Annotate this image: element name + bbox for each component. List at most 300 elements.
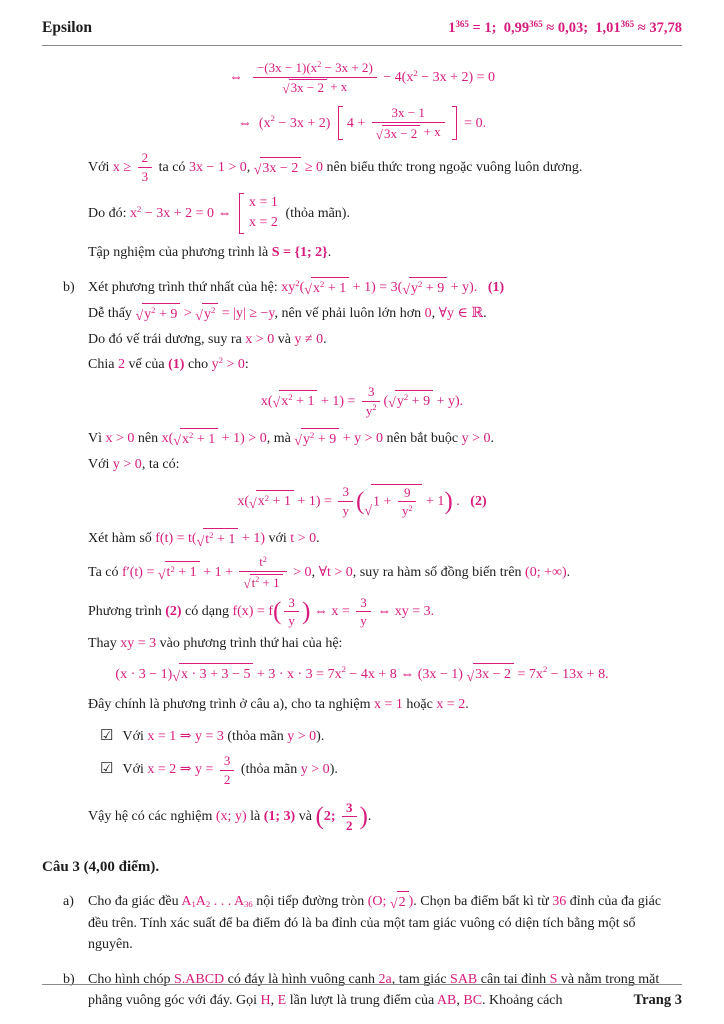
square-root [249,490,294,512]
text-run: + x [326,78,348,94]
text-run: lần lượt là trung điểm của [286,992,437,1008]
text-run: 3 [342,484,349,499]
denominator [398,502,417,519]
line-content [261,384,463,419]
text-run: SAB [450,971,478,987]
text-run: f(x) = f [232,604,274,620]
text-run: 2 [372,403,377,413]
text-run: ⇔ [228,70,243,86]
numerator [239,554,286,572]
text-run: ≈ 37,78 [634,20,682,36]
line-content [88,245,331,260]
radicand [371,484,422,520]
text-run: 3 [367,383,375,399]
text-run: Với [122,762,148,778]
radical-sign-icon: √ [249,496,257,512]
paragraph [88,150,682,185]
line-content [88,457,180,472]
text-run: vào phương trình thứ hai của hệ: [156,636,343,652]
text-run: . [316,531,320,547]
text-run: f′(t) = [122,564,158,580]
big-paren-icon: ) [359,803,368,831]
text-run: y [211,356,219,372]
text-run: E [277,992,287,1008]
radicand [250,574,283,591]
radical-sign-icon: √ [375,126,383,142]
cases-line [249,213,278,233]
text-run: + x [420,123,441,139]
paragraph [88,354,682,375]
line-content [88,636,342,651]
radicand [409,277,447,299]
text-run: 2 [346,818,353,834]
big-paren-icon: ) [301,598,311,626]
square-root [273,390,318,412]
radicand [289,79,327,96]
text-run: y [360,613,367,629]
text-run: S [549,971,558,987]
fraction [362,384,381,419]
text-run: x · 3 + 3 − 5 [181,667,251,683]
text-run: + 1 [174,565,197,581]
text-run: , ta có: [141,456,180,472]
line-content [229,60,495,96]
text-run: ∀y ∈ ℝ [438,305,484,321]
text-run: + 9 [422,280,445,296]
text-run: 2 [255,575,260,585]
radical-sign-icon: √ [294,433,302,449]
text-run: (thỏa mãn [223,729,288,745]
line-content [238,105,486,141]
text-run: 3x − 2 [475,667,512,683]
tall-bracket-icon [338,106,343,140]
text-run: (x · 3 − 1) [115,666,173,682]
text-run: Vậy hệ có các nghiệm [88,809,216,825]
text-run [243,67,250,88]
text-run: 3x − 1 [391,105,425,121]
text-run: , [311,564,319,580]
text-run: Với [88,456,113,472]
text-run: Chia [88,356,118,372]
text-run: + 1 [324,280,347,296]
line-content [42,859,159,875]
text-run: 3 [288,594,295,610]
paragraph [88,694,682,715]
text-run: 2 [262,554,267,564]
text-run: 3 [360,594,367,610]
text-run: y > 0 [300,762,330,778]
page-number: Trang 3 [633,992,682,1009]
text-run: −(3x − 1)(x [256,59,318,75]
text-run: với [264,531,291,547]
square-root [135,303,180,325]
paragraph [88,554,682,590]
text-run: (2) [470,493,487,509]
text-run: 2 [218,354,223,365]
text-run: , [270,992,278,1008]
line-content [88,429,494,449]
text-run: (1) [168,356,185,372]
text-run: 2 [408,503,413,513]
line-content [237,484,486,520]
text-run: 0 [424,305,432,321]
paragraph [88,800,682,835]
text-run: 2 [151,304,156,315]
line-content [88,530,320,550]
numerator [342,800,357,818]
square-root [254,157,302,179]
text-run: , [456,992,464,1008]
text-run: + 1 [292,394,315,410]
text-run: Cho đa giác đều [88,894,182,910]
text-run: 2 [413,67,418,78]
radicand [473,663,514,685]
square-root [388,390,433,412]
text-run: 1 [191,899,196,910]
radicand [397,891,409,913]
text-run: S.ABCD [173,971,225,987]
text-run: ∀t > 0 [318,564,353,580]
square-root [173,428,218,450]
text-run: 2 [117,356,125,372]
fraction [338,484,353,519]
text-run: Vì [88,430,106,446]
text-run: + 1 [193,431,216,447]
denominator [239,572,286,590]
text-run: 2 [319,278,325,289]
text-run: 365 [455,19,469,30]
text-run: + 9 [314,431,337,447]
text-run: Với [88,160,113,175]
text-run: x [312,280,320,296]
journal-title: Epsilon [42,19,92,36]
text-run: Với [122,729,148,745]
text-run [460,491,471,512]
square-root [466,663,514,685]
text-run: . Khoảng cách [482,992,563,1008]
line-content [122,752,338,787]
text-run: Phương trình [88,604,166,620]
text-run: y > 0 [461,430,491,446]
text-run: x = 2 ⇒ y = [147,762,217,778]
paragraph [88,303,682,325]
text-run: , tam giác [391,971,451,987]
numerator [284,595,299,613]
text-run: + 3 · x · 3 = 7x [253,666,342,682]
text-run: , [431,305,439,321]
radicand [395,390,433,412]
square-root [243,574,282,591]
text-run: y [411,280,419,296]
fraction [342,800,357,835]
text-run: 2 [309,429,315,440]
text-run: t [259,554,263,570]
text-run: ⇔ x = [310,604,354,620]
text-run: ( [383,393,389,409]
numerator [253,60,377,78]
text-run: 3x − 2 [262,160,299,176]
text-run: x = 2 [436,697,466,713]
text-run: − 13x + 8. [547,666,609,682]
paragraph [88,428,682,450]
text-run: AB [436,992,457,1008]
text-run: 2 [418,278,423,289]
square-root [390,891,409,913]
square-root [197,528,239,550]
numerator [356,595,371,613]
text-run: ) [408,894,414,910]
text-run: Thay [88,636,121,652]
text-run: Dễ thấy [88,305,136,321]
text-run: ta có [155,160,189,175]
text-run: 2 [209,530,214,541]
paragraph [88,528,682,550]
left-bracket-icon [239,193,244,234]
text-run: (thỏa mãn [237,762,301,778]
text-run: Đây chính là phương trình ở câu a), cho ta nghiệm [88,697,374,713]
text-run: − 3x + 2) = 0 [417,70,496,86]
paragraph [88,595,682,630]
numerator [220,753,235,771]
denominator [220,771,235,788]
text-run: và [274,331,295,347]
text-run: > 0 [223,356,245,372]
text-run: + 1) [238,531,265,547]
text-run: (1) [487,279,505,295]
cases-line [249,193,278,213]
paragraph [88,329,682,350]
big-paren-icon: ( [273,598,282,626]
numerator [338,484,353,502]
denominator [284,612,299,629]
radicand [203,528,238,550]
text-run: . [483,305,487,321]
text-run: 2 [205,899,211,910]
text-run: (thỏa mãn). [281,205,350,221]
text-run: 2 [264,492,270,503]
item-label: b) [63,971,75,987]
checkbox-icon: ☑ [100,761,114,778]
line-content [88,894,661,952]
fraction [372,105,445,141]
denominator [338,502,353,519]
checkbox-icon: ☑ [100,728,114,745]
text-run: H [260,992,271,1008]
text-run: 2 [170,563,175,574]
text-run: . [327,244,332,260]
big-paren-icon: ( [315,803,324,831]
text-run: > 0 [289,564,312,580]
check-item [100,753,682,788]
text-run: 2a [378,971,392,987]
text-run: f(t) = t( [155,531,197,547]
text-run: vế của [124,356,169,372]
text-run: x [130,205,137,221]
text-run: 3 [141,169,149,185]
numerator [398,485,417,503]
text-run: cân tại đỉnh [477,971,550,987]
text-run: 2 [137,203,142,214]
line-content [88,594,435,629]
text-run: có đáy là hình vuông cạnh [224,971,379,987]
equation-line [42,484,682,520]
radicand [165,561,200,583]
text-run: y ≠ 0 [294,331,324,347]
text-run: (1; 3) [263,809,296,825]
text-run: 9 [403,484,411,500]
text-run: : [244,356,249,372]
text-run: = 1; 0,99 [468,20,530,36]
denominator [138,168,153,185]
text-run: 3x − 2 [290,80,324,96]
text-run: Xét hàm số [88,531,156,547]
radicand [382,125,420,142]
text-run: + 9 [408,394,431,410]
square-root [172,663,253,685]
radical-sign-icon: √ [196,534,205,550]
cases-group [239,193,278,234]
text-run: nên bắt buộc [383,430,462,446]
text-run: x [181,431,189,447]
line-content [88,697,469,712]
line-content [122,729,324,744]
text-run: + y). [433,393,464,409]
square-root [158,561,200,583]
paragraph [88,633,682,654]
check-item [100,725,682,748]
text-run: , nên vế phải luôn lớn hơn [274,305,425,321]
text-run: y [144,306,152,322]
text-run: + 1 [259,574,280,590]
radical-sign-icon: √ [389,897,398,913]
radical-sign-icon: √ [243,575,251,591]
text-run: x = 1 ⇒ y = 3 [147,729,224,745]
text-run: . . . A [210,894,245,910]
text-run [477,280,488,295]
text-run: 2 [542,664,548,675]
radical-sign-icon: √ [304,283,312,299]
denominator [362,402,381,419]
fraction [138,150,153,185]
text-run: . [465,697,469,713]
text-run: ( [299,279,305,295]
text-run: x [281,394,289,410]
text-run: Cho hình chóp [88,971,174,987]
text-run: 36 [244,899,253,910]
document-body [42,60,682,1011]
text-run: + 1 [422,493,445,509]
item-label: a) [63,893,74,909]
text-run: + 1 + [199,564,237,580]
text-run: 365 [620,19,635,30]
text-run: 1 + [373,494,395,510]
numerator [138,150,153,168]
radical-sign-icon: √ [173,433,181,449]
text-run: 2 [223,771,231,787]
text-run: 2 [341,664,346,675]
text-run: + 1 [269,494,291,510]
numerator [362,384,381,402]
equation-line [42,663,682,685]
radicand [179,663,253,685]
text-run: 2 [317,60,322,70]
text-run: ). [316,729,325,745]
text-run: (O; [367,894,390,910]
text-run: , suy ra hàm số đồng biến trên [352,564,526,580]
line-content [115,663,608,685]
text-run: Câu 3 (4,00 điểm). [42,859,160,876]
denominator [253,78,377,96]
square-root [402,277,447,299]
text-run: . Chọn ba điểm bất kì từ [413,894,553,910]
radical-sign-icon: √ [402,283,411,299]
text-run: = |y| ≥ −y [218,305,275,321]
text-run: 36 [552,894,567,910]
radicand [180,428,218,450]
radical-sign-icon: √ [157,567,166,583]
text-run: 3x − 2 [383,125,418,141]
text-run: xy = 3 [120,636,157,652]
text-run: . [490,430,494,446]
text-run: Ta có [88,564,123,580]
text-run: 2 [398,894,406,910]
radical-sign-icon: √ [466,669,475,685]
text-run: y [288,613,295,629]
radical-sign-icon: √ [195,309,203,325]
text-run: t > 0 [290,531,317,547]
text-run: x > 0 [245,331,275,347]
text-run: ). [329,762,338,778]
line-content [88,304,487,325]
radical-sign-icon: √ [272,396,281,412]
text-run: (2) [165,604,182,620]
text-run: nên [134,430,162,446]
text-run: , mà [266,430,295,446]
paragraph [88,454,682,475]
denominator [372,123,445,141]
text-run: cho [184,356,212,372]
text-run: + y). [447,279,478,295]
text-run: y [203,306,211,322]
list-item [42,891,682,955]
list-item [42,277,682,299]
text-run: t [205,532,210,548]
text-run: ⇔ [237,115,252,131]
text-run: và [295,809,316,825]
text-run: đỉnh của đa giác đều trên. Tính xác suất để ba điểm đó là ba đỉnh của một tam giác vuông có diện tích bằng một số nguyên. [88,894,662,952]
equation-line [42,105,682,141]
text-run: + 1) = [317,393,359,409]
text-run: , [246,160,254,175]
radical-sign-icon: √ [135,309,144,325]
page-header [42,16,682,46]
fraction [356,595,371,630]
numerator [372,105,445,123]
text-run: = 7x [514,666,543,682]
item-label: b) [63,279,75,295]
denominator [356,612,371,629]
line-content [88,354,249,372]
text-run: 2 [295,278,300,289]
text-run: y [396,394,404,410]
radical-sign-icon: √ [253,163,262,179]
radicand [260,157,301,179]
text-run: 2 [288,392,293,403]
text-run: x ≥ [112,160,135,175]
fraction [284,595,299,630]
text-run: . [452,493,460,509]
radicand [279,390,317,412]
